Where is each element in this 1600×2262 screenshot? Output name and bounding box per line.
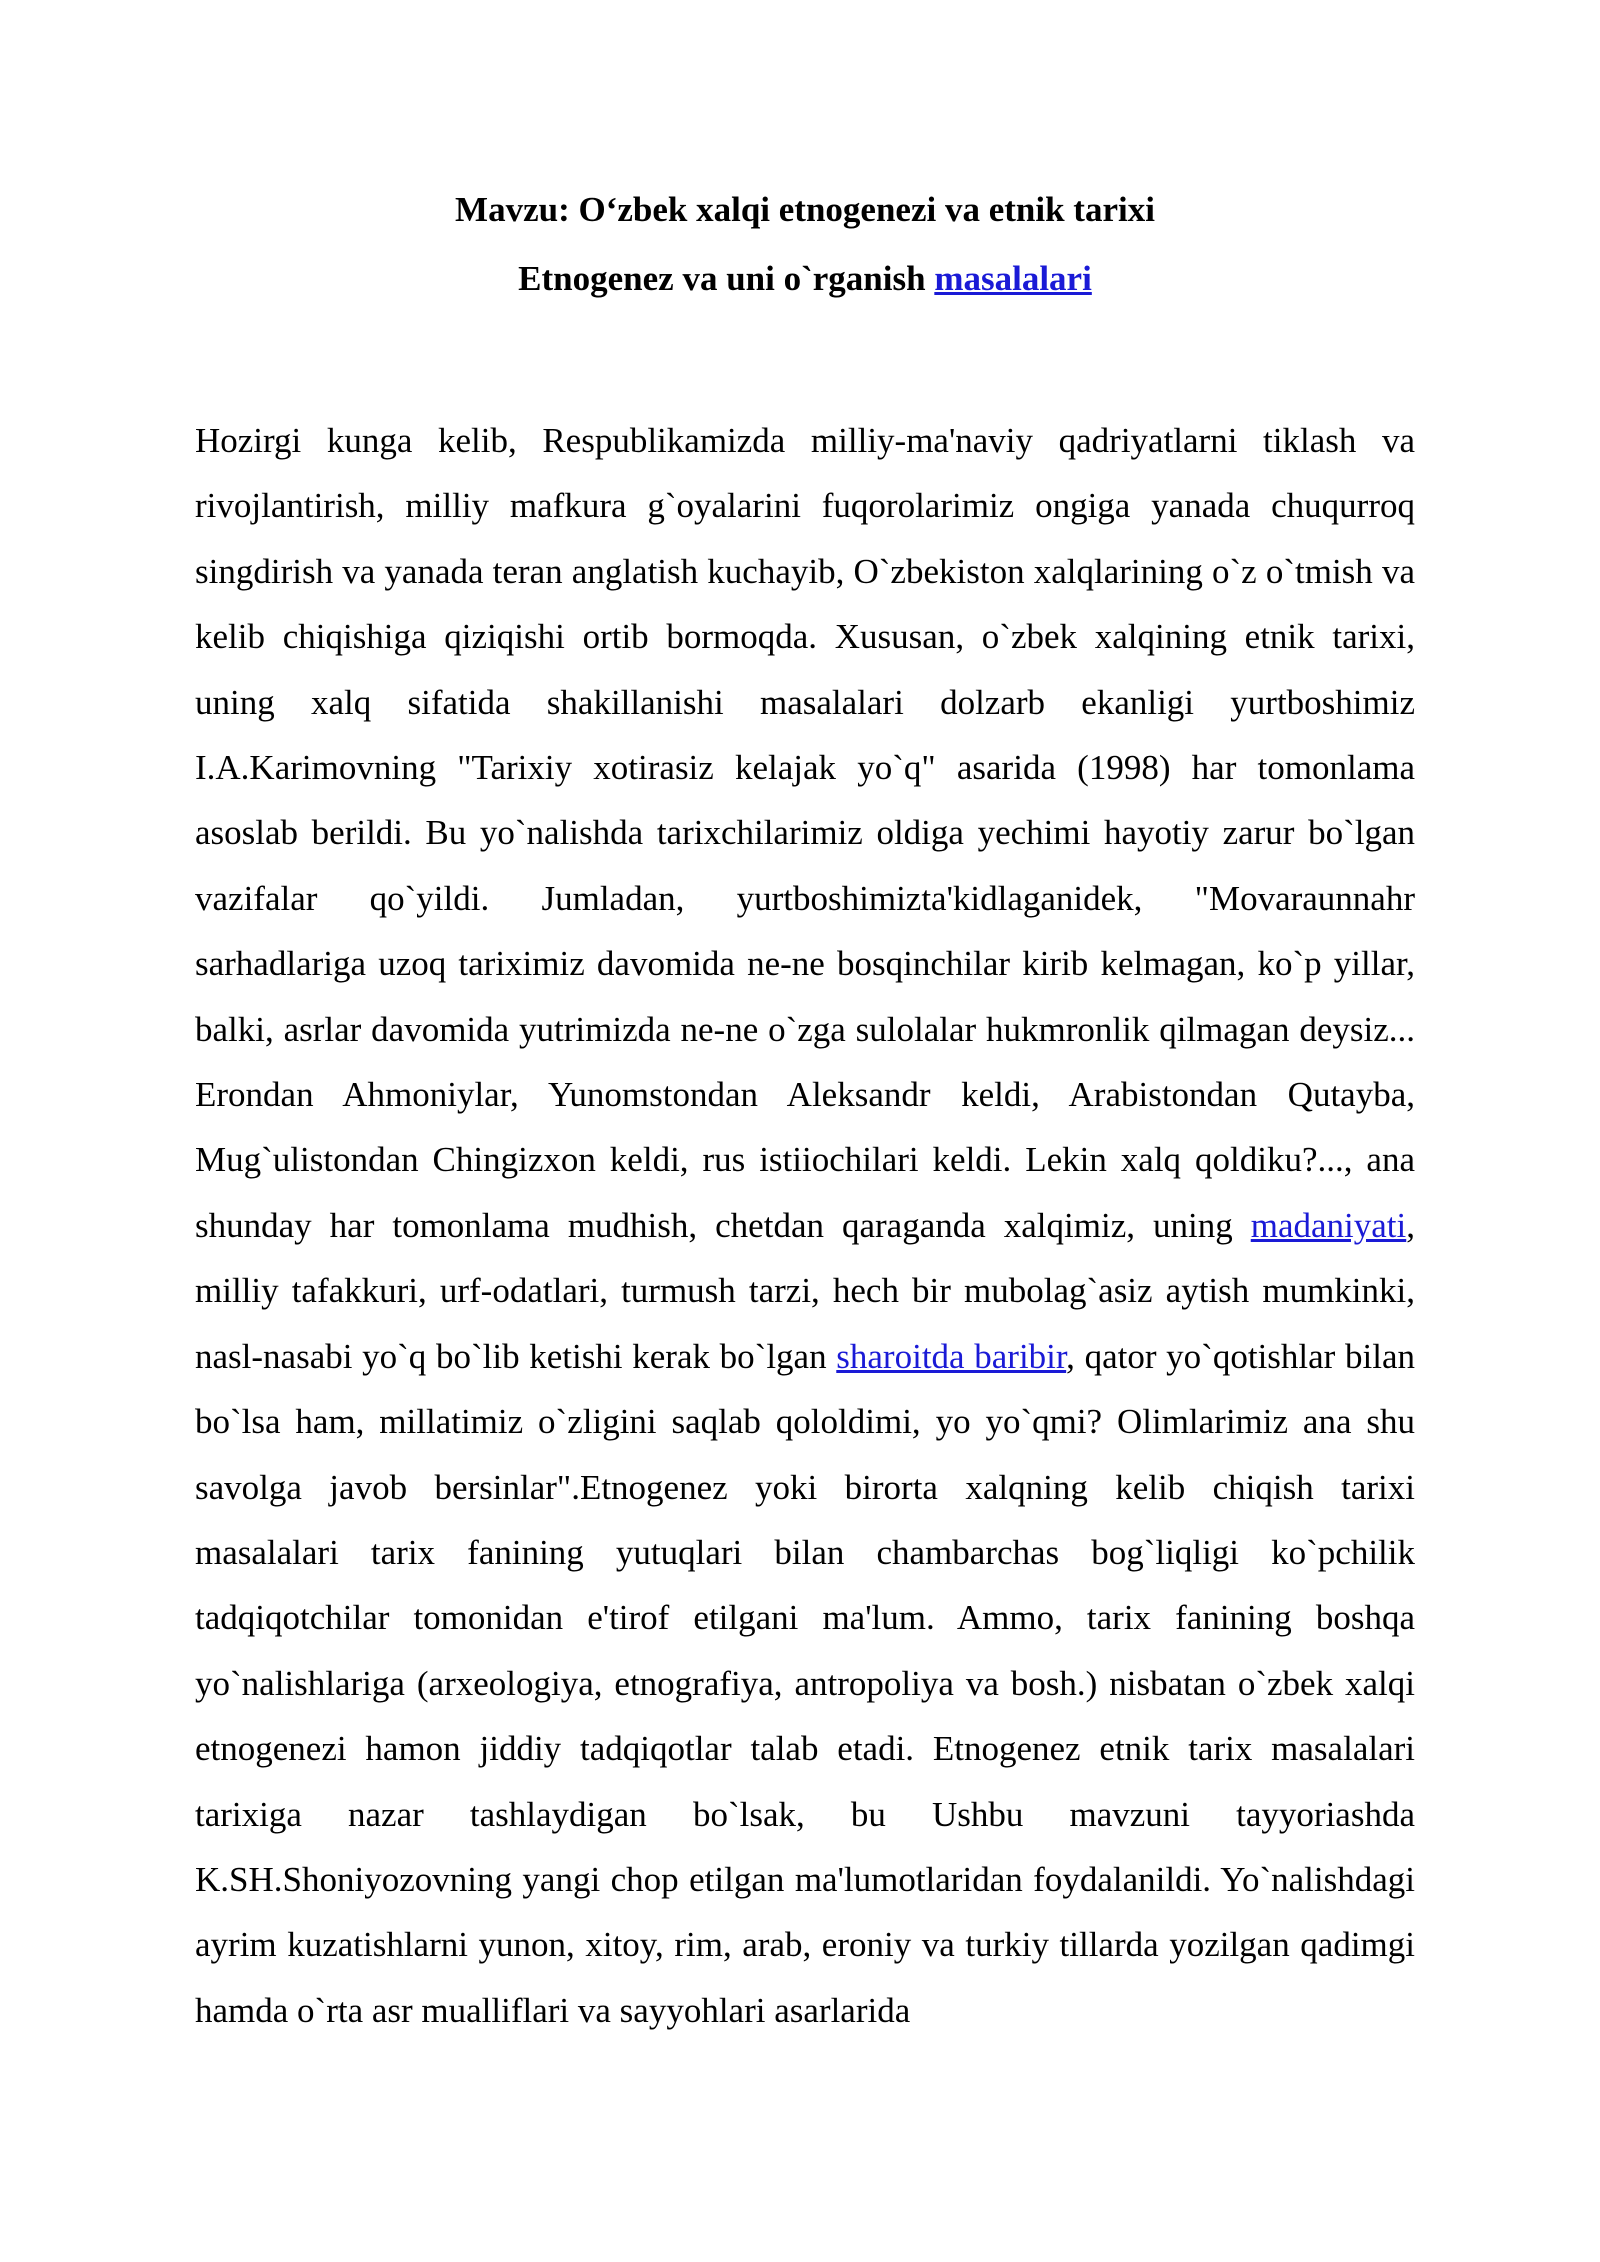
document-page	[195, 185, 1415, 2078]
madaniyati-link[interactable]: madaniyati	[1250, 1205, 1407, 1245]
paragraph-part-1: Hozirgi kunga kelib, Respublikamizda milliy-ma'naviy qadriyatlarni tiklash va rivojlantirish, milliy mafkura g`oyalarini fuqorolarimiz ongiga yanada chuqurroq singdirish va yanada teran anglatish kuchayib, O`zbekiston xalqlarining o`z o`tmish va kelib chiqishiga qiziqishi ortib bormoqda. Xususan, o`zbek xalqining etnik tarixi, uning xalq sifatida shakillanishi masalalari dolzarb ekanligi yurtboshimiz I.A.Karimovning "Tarixiy xotirasiz kelajak yo`q" asarida (1998) har tomonlama asoslab berildi. Bu yo`nalishda tarixchilarimiz oldiga yechimi hayotiy zarur bo`lgan vazifalar qo`yildi. Jumladan, yurtboshimizta'kidlaganidek, "Movaraunnahr sarhadlariga uzoq tariximiz davomida ne-ne bosqinchilar kirib kelmagan, ko`p yillar, balki, asrlar davomida yutrimizda ne-ne o`zga sulolalar hukmronlik qilmagan deysiz... Erondan Ahmoniylar, Yunomstondan Aleksandr keldi, Arabistondan Qutayba, Mug`ulistondan Chingizxon keldi, rus istiiochilari keldi. Lekin xalq qoldiku?..., ana shunday har tomonlama mudhish, chetdan qaraganda xalqimiz, uning	[195, 421, 1415, 1245]
subtitle-text: Etnogenez va uni o`rganish	[518, 259, 935, 298]
document-subtitle	[195, 254, 1415, 303]
paragraph-part-2: , milliy tafakkuri, urf-odatlari, turmush tarzi, hech bir mubolag`asiz aytish mumkinki, nasl-nasabi yo`q bo`lib ketishi kerak bo`lgan	[195, 1205, 1415, 1376]
body-paragraph	[195, 408, 1415, 2043]
subtitle-link[interactable]: masalalari	[934, 259, 1092, 298]
document-title: Mavzu: O‘zbek xalqi etnogenezi va etnik tarixi	[455, 190, 1155, 229]
paragraph-part-3: , qator yo`qotishlar bilan bo`lsa ham, millatimiz o`zligini saqlab qololdimi, yo yo`qmi? Olimlarimiz ana shu savolga javob bersinlar".Etnogenez yoki birorta xalqning kelib chiqish tarixi masalalari tarix fanining yutuqlari bilan chambarchas bog`liqligi ko`pchilik tadqiqotchilar tomonidan e'tirof etilgani ma'lum. Ammo, tarix fanining boshqa yo`nalishlariga (arxeologiya, etnografiya, antropoliya va bosh.) nisbatan o`zbek xalqi etnogenezi hamon jiddiy tadqiqotlar talab etadi. Etnogenez etnik tarix masalalari tarixiga nazar tashlaydigan bo`lsak, bu Ushbu mavzuni tayyoriashda K.SH.Shoniyozovning yangi chop etilgan ma'lumotlaridan foydalanildi. Yo`nalishdagi ayrim kuzatishlarni yunon, xitoy, rim, arab, eroniy va turkiy tillarda yozilgan qadimgi hamda o`rta asr mualliflari va sayyohlari asarlarida	[195, 1336, 1415, 2030]
sharoitda-baribir-link[interactable]: sharoitda baribir	[836, 1336, 1067, 1376]
